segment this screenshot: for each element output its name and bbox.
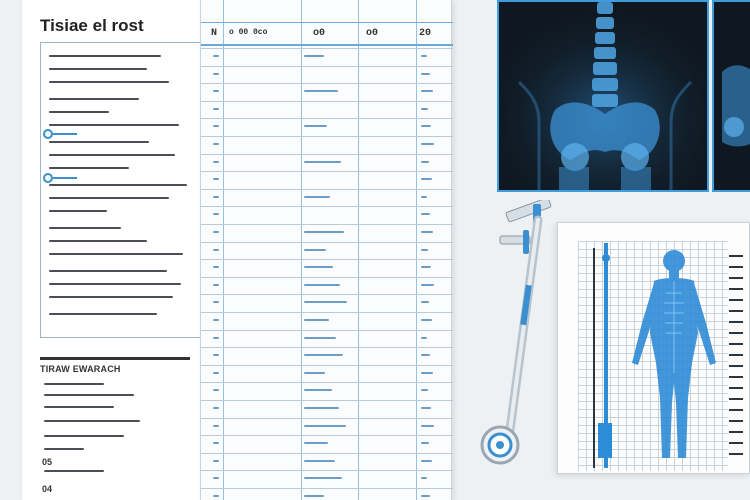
table-cell-mark [213, 337, 219, 339]
table-row [201, 277, 453, 278]
table-cell-mark [421, 178, 432, 180]
table-cell-mark [304, 442, 328, 444]
human-body-silhouette-icon [558, 223, 750, 474]
chart-scale-mark [729, 409, 743, 411]
notes-text-line [49, 81, 169, 83]
table-row [201, 206, 453, 207]
table-row [201, 312, 453, 313]
notes-text-line [49, 141, 149, 143]
table-row [201, 400, 453, 401]
table-cell-mark [421, 90, 433, 92]
table-cell-mark [213, 249, 219, 251]
table-cell-mark [421, 143, 434, 145]
section-text-line [44, 470, 104, 472]
table-cell-mark [421, 425, 434, 427]
table-column-divider [301, 0, 302, 500]
notes-text-line [49, 98, 139, 100]
table-cell-mark [213, 301, 219, 303]
notes-text-line [49, 270, 167, 272]
chart-scale-mark [729, 420, 743, 422]
table-row [201, 224, 453, 225]
table-cell-mark [421, 442, 429, 444]
notes-slider-handle [43, 129, 53, 139]
table-cell-mark [304, 284, 340, 286]
spine-xray-panel [497, 0, 709, 192]
table-cell-mark [213, 231, 219, 233]
table-cell-mark [421, 407, 431, 409]
table-cell-mark [213, 161, 219, 163]
notes-text-line [49, 167, 129, 169]
notes-text-line [49, 296, 173, 298]
notes-slider-track [53, 133, 77, 135]
section-subheading: TIRAW EWARACH [40, 364, 121, 374]
body-measurement-chart [557, 222, 750, 474]
table-row [201, 83, 453, 84]
chart-scale-mark [729, 387, 743, 389]
notes-slider-handle [43, 173, 53, 183]
table-cell-mark [304, 125, 327, 127]
table-cell-mark [304, 90, 338, 92]
chart-scale-mark [729, 354, 743, 356]
table-row [201, 488, 453, 489]
chart-scale-mark [729, 255, 743, 257]
table-header-cell: o0 [366, 28, 379, 39]
table-row [201, 101, 453, 102]
chart-scale-mark [729, 431, 743, 433]
section-value-2: 04 [42, 484, 53, 494]
table-cell-mark [213, 319, 219, 321]
table-cell-mark [213, 354, 219, 356]
table-cell-mark [421, 108, 428, 110]
data-table-sheet [200, 0, 452, 500]
notes-text-line [49, 197, 169, 199]
pelvis-xray-icon [714, 2, 750, 192]
table-cell-mark [213, 477, 219, 479]
table-row [201, 294, 453, 295]
table-cell-mark [213, 460, 219, 462]
table-cell-mark [421, 161, 429, 163]
table-cell-mark [421, 231, 433, 233]
table-cell-mark [213, 372, 219, 374]
table-cell-mark [213, 389, 219, 391]
table-cell-mark [213, 108, 219, 110]
table-row [201, 171, 453, 172]
notes-text-line [49, 55, 161, 57]
table-cell-mark [304, 425, 346, 427]
table-row [201, 382, 453, 383]
table-cell-mark [421, 460, 432, 462]
sheet-title: Tisiae el rost [40, 16, 144, 35]
notes-text-line [49, 154, 175, 156]
table-cell-mark [304, 196, 330, 198]
table-cell-mark [304, 407, 339, 409]
section-text-line [44, 394, 134, 396]
table-cell-mark [213, 213, 219, 215]
table-cell-mark [213, 178, 219, 180]
notes-sheet [22, 0, 207, 500]
table-cell-mark [213, 266, 219, 268]
table-column-divider [358, 0, 359, 500]
table-cell-mark [421, 213, 430, 215]
table-row [201, 259, 453, 260]
table-row [201, 365, 453, 366]
table-cell-mark [421, 495, 430, 497]
table-row [201, 48, 453, 49]
chart-scale-mark [729, 288, 743, 290]
table-cell-mark [304, 372, 325, 374]
chart-scale-mark [729, 310, 743, 312]
notes-text-line [49, 68, 147, 70]
chart-scale-mark [729, 266, 743, 268]
table-cell-mark [304, 55, 324, 57]
table-column-divider [223, 0, 224, 500]
secondary-xray-panel [712, 0, 750, 192]
table-cell-mark [213, 407, 219, 409]
notes-text-line [49, 240, 147, 242]
table-cell-mark [304, 161, 341, 163]
table-cell-mark [213, 55, 219, 57]
table-cell-mark [421, 196, 427, 198]
chart-scale-mark [729, 376, 743, 378]
table-column-divider [416, 0, 417, 500]
table-cell-mark [304, 389, 332, 391]
section-text-line [44, 383, 104, 385]
table-cell-mark [421, 284, 434, 286]
table-cell-mark [421, 319, 432, 321]
notes-slider-track [53, 177, 77, 179]
section-text-line [44, 435, 124, 437]
table-row [201, 453, 453, 454]
table-cell-mark [213, 196, 219, 198]
notes-text-line [49, 184, 187, 186]
table-row [201, 470, 453, 471]
table-cell-mark [213, 125, 219, 127]
chart-scale-mark [729, 343, 743, 345]
chart-scale-mark [729, 277, 743, 279]
chart-scale-mark [729, 299, 743, 301]
chart-scale-mark [729, 453, 743, 455]
notes-text-line [49, 253, 183, 255]
table-cell-mark [421, 266, 431, 268]
table-cell-mark [421, 73, 430, 75]
spine-xray-icon [499, 2, 709, 192]
table-cell-mark [421, 354, 430, 356]
table-row [201, 418, 453, 419]
table-cell-mark [304, 249, 326, 251]
notes-text-line [49, 313, 157, 315]
table-cell-mark [213, 143, 219, 145]
section-text-line [44, 448, 84, 450]
table-row [201, 66, 453, 67]
table-cell-mark [304, 337, 336, 339]
table-row [201, 347, 453, 348]
table-cell-mark [421, 249, 428, 251]
table-cell-mark [304, 301, 347, 303]
table-cell-mark [213, 73, 219, 75]
table-row [201, 154, 453, 155]
section-text-line [44, 406, 114, 408]
table-row [201, 242, 453, 243]
measuring-instrument-icon [478, 200, 558, 475]
chart-scale-mark [729, 332, 743, 334]
table-cell-mark [213, 425, 219, 427]
table-cell-mark [304, 477, 342, 479]
chart-scale-mark [729, 365, 743, 367]
table-row [201, 189, 453, 190]
notes-text-line [49, 111, 109, 113]
table-row [201, 118, 453, 119]
notes-text-line [49, 227, 121, 229]
chart-scale-mark [729, 321, 743, 323]
notes-text-line [49, 210, 107, 212]
table-cell-mark [421, 55, 427, 57]
measuring-instrument [478, 200, 558, 475]
table-cell-mark [213, 442, 219, 444]
table-cell-mark [304, 319, 329, 321]
notes-text-line [49, 283, 181, 285]
notes-text-line [49, 124, 179, 126]
table-header-cell: N [211, 28, 218, 39]
table-cell-mark [213, 495, 219, 497]
table-cell-mark [421, 477, 427, 479]
table-cell-mark [421, 301, 429, 303]
table-cell-mark [421, 337, 427, 339]
notes-text-block [40, 42, 218, 338]
table-cell-mark [304, 266, 333, 268]
table-cell-mark [421, 389, 428, 391]
table-row [201, 136, 453, 137]
table-header-cell: o 00 0co [229, 28, 268, 37]
table-cell-mark [304, 231, 344, 233]
section-value-1: 05 [42, 457, 53, 467]
chart-scale-mark [729, 442, 743, 444]
table-header-cell: o0 [313, 28, 326, 39]
table-cell-mark [213, 90, 219, 92]
table-row [201, 435, 453, 436]
table-cell-mark [213, 284, 219, 286]
table-header [201, 22, 453, 46]
chart-scale-mark [729, 398, 743, 400]
table-cell-mark [421, 125, 431, 127]
table-cell-mark [304, 354, 343, 356]
table-row [201, 330, 453, 331]
table-header-cell: 20 [419, 28, 432, 39]
section-text-line [44, 420, 140, 422]
section-heading [40, 354, 190, 363]
table-cell-mark [304, 460, 335, 462]
table-cell-mark [421, 372, 433, 374]
table-cell-mark [304, 495, 324, 497]
